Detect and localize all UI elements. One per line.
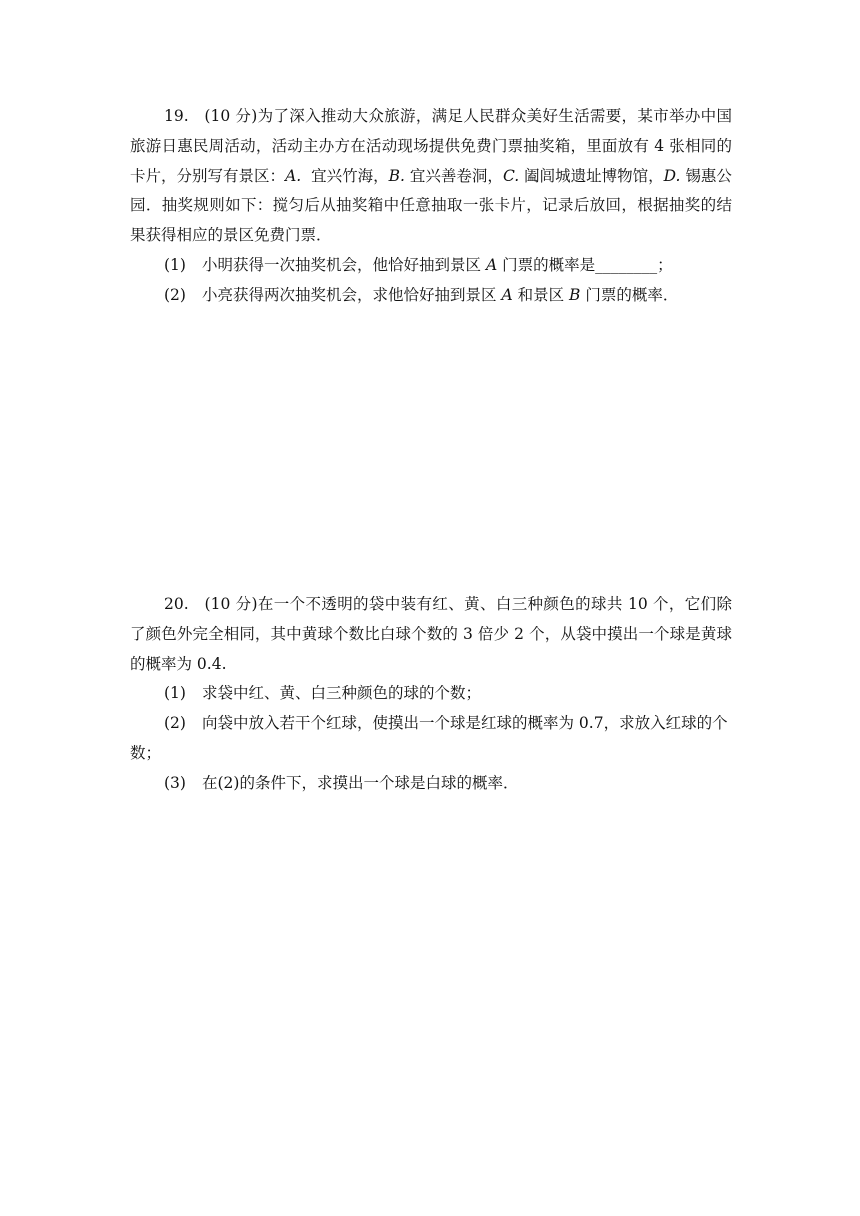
problem-20-part-2	[130, 709, 732, 769]
part-text-mid: 和景区	[512, 285, 569, 304]
part-text-pre: 小明获得一次抽奖机会，他恰好抽到景区	[202, 255, 486, 274]
part-number: (1)	[164, 684, 186, 703]
problem-number: 19.	[164, 107, 189, 125]
problem-19-stem	[130, 102, 732, 251]
problem-19-part-2	[130, 281, 732, 311]
part-text-pre: 小亮获得两次抽奖机会，求他恰好抽到景区	[202, 285, 502, 304]
problem-20-part-3	[130, 769, 732, 799]
rule-text: 抽奖规则如下：搅匀后从抽奖箱中任意抽取一张卡片，记录后放回，根据抽奖的结果获得相应的景区免费门票．	[130, 196, 732, 245]
problem-19-part-1	[130, 251, 732, 281]
part-number: (2)	[164, 714, 186, 733]
option-d-label: D.	[663, 166, 681, 185]
part-text	[202, 281, 732, 311]
option-c-text: 阖闾城遗址博物馆，	[524, 166, 664, 185]
problem-19	[130, 102, 732, 311]
problem-20	[130, 590, 732, 799]
problem-stem-text: 在一个不透明的袋中装有红、黄、白三种颜色的球共 10 个，它们除了颜色外完全相同，其中黄球个数比白球个数的 3 倍少 2 个，从袋中摸出一个球是黄球的概率为 0.4.	[130, 595, 732, 673]
part-text	[202, 251, 732, 281]
part-number: (1)	[164, 255, 186, 274]
var-a: A	[501, 285, 513, 304]
option-a-label: A.	[285, 166, 302, 185]
part-text-post: 门票的概率．	[580, 285, 679, 304]
var-b: B	[569, 285, 581, 304]
var-a: A	[485, 255, 498, 274]
option-c-label: C.	[502, 166, 520, 185]
problem-number: 20.	[164, 595, 189, 613]
option-d-text: 锡惠公园．	[130, 166, 732, 215]
option-b-text: 宜兴善卷洞，	[409, 166, 503, 185]
problem-20-part-1	[130, 679, 732, 709]
part-text: 在(2)的条件下，求摸出一个球是白球的概率．	[202, 773, 519, 792]
part-number: (3)	[164, 773, 186, 792]
part-text: 向袋中放入若干个红球，使摸出一个球是红球的概率为 0.7，求放入红球的个数；	[130, 714, 728, 762]
option-b-label: B.	[388, 166, 405, 185]
part-text: 求袋中红、黄、白三种颜色的球的个数；	[202, 684, 482, 703]
problem-score: (10 分)	[204, 595, 258, 613]
part-number: (2)	[164, 285, 186, 304]
problem-20-stem	[130, 590, 732, 679]
part-text-post: 门票的概率是________；	[497, 255, 673, 274]
problem-stem-text: 为了深入推动大众旅游，满足人民群众美好生活需要，某市举办中国旅游日惠民周活动，活动主办方在活动现场提供免费门票抽奖箱，里面放有 4 张相同的卡片，分别写有景区：	[130, 107, 732, 185]
option-a-text: 宜兴竹海，	[311, 166, 389, 185]
problem-score: (10 分)	[204, 107, 258, 125]
